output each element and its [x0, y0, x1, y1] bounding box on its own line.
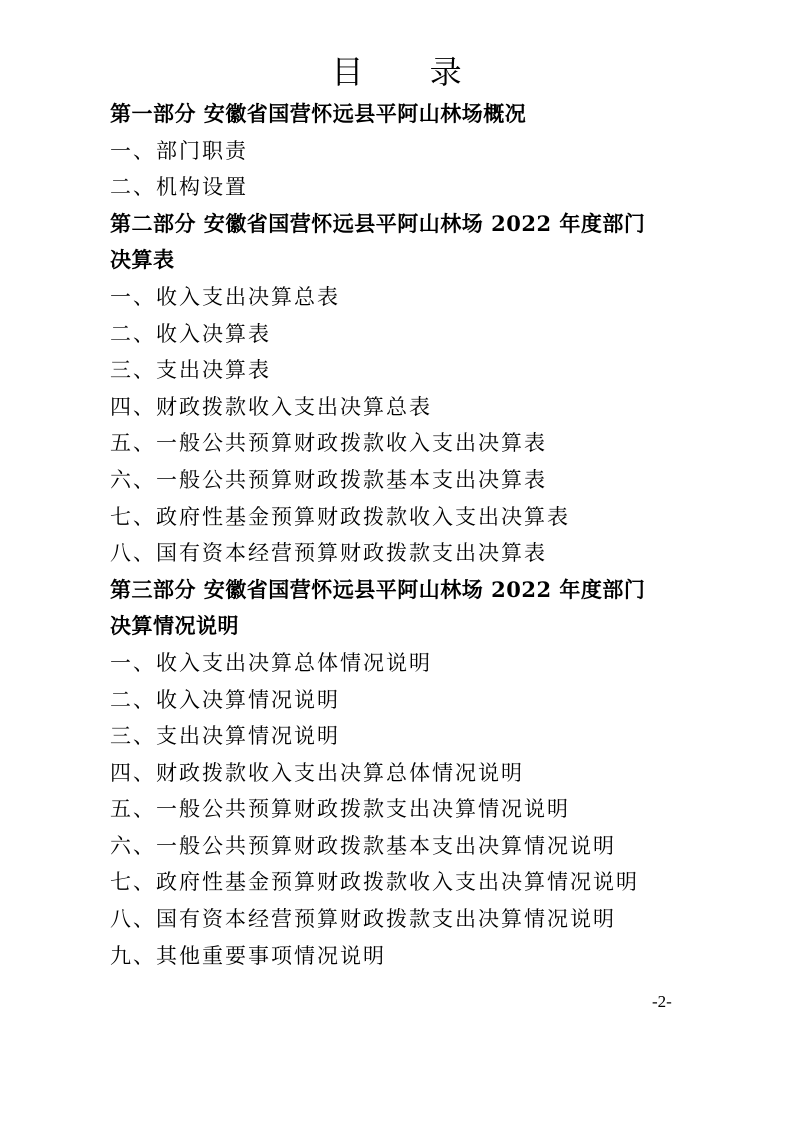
page-title: 目 录	[331, 53, 490, 91]
table-of-contents	[110, 96, 710, 974]
toc-part-heading: 第一部分 安徽省国营怀远县平阿山林场概况	[110, 101, 527, 126]
toc-item: 二、收入决算情况说明	[110, 687, 340, 712]
toc-item: 一、收入支出决算总体情况说明	[110, 650, 432, 675]
toc-item: 二、机构设置	[110, 175, 248, 200]
toc-item: 三、支出决算表	[110, 358, 271, 383]
toc-item: 二、收入决算表	[110, 321, 271, 346]
toc-item: 九、其他重要事项情况说明	[110, 943, 386, 968]
toc-item: 一、部门职责	[110, 138, 248, 163]
toc-item: 八、国有资本经营预算财政拨款支出决算情况说明	[110, 907, 616, 932]
toc-part-heading: 第三部分 安徽省国营怀远县平阿山林场 2022 年度部门	[110, 576, 646, 602]
toc-item: 七、政府性基金预算财政拨款收入支出决算情况说明	[110, 870, 639, 895]
toc-part-heading: 决算情况说明	[110, 613, 239, 639]
toc-part-heading: 第二部分 安徽省国营怀远县平阿山林场 2022 年度部门	[110, 210, 646, 236]
toc-item: 八、国有资本经营预算财政拨款支出决算表	[110, 541, 547, 566]
page-number: -2-	[652, 992, 672, 1011]
toc-item: 四、财政拨款收入支出决算总表	[110, 394, 432, 419]
toc-item: 七、政府性基金预算财政拨款收入支出决算表	[110, 504, 570, 529]
toc-item: 六、一般公共预算财政拨款基本支出决算情况说明	[110, 833, 616, 858]
toc-item: 五、一般公共预算财政拨款收入支出决算表	[110, 431, 547, 456]
toc-item: 六、一般公共预算财政拨款基本支出决算表	[110, 467, 547, 492]
toc-item: 三、支出决算情况说明	[110, 724, 340, 749]
toc-part-heading: 决算表	[110, 247, 175, 273]
toc-item: 四、财政拨款收入支出决算总体情况说明	[110, 760, 524, 785]
toc-item: 五、一般公共预算财政拨款支出决算情况说明	[110, 797, 570, 822]
toc-item: 一、收入支出决算总表	[110, 284, 340, 309]
